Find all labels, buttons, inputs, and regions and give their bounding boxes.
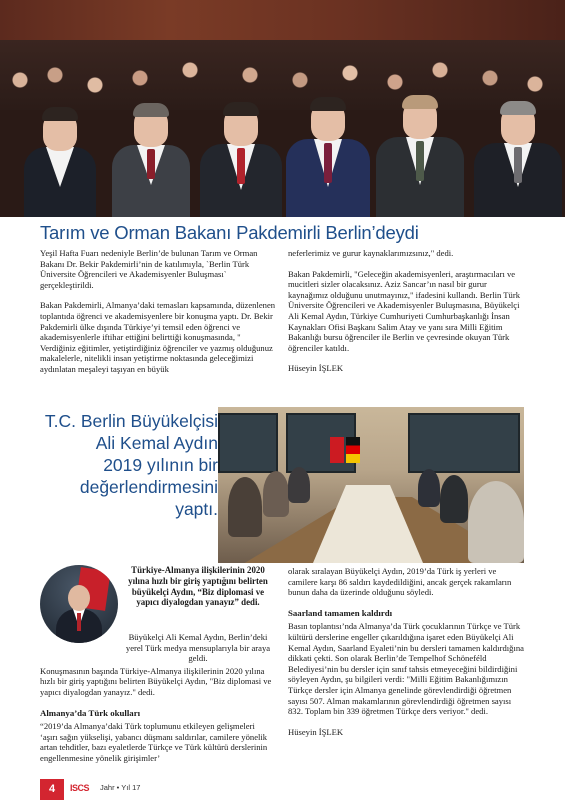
photo-table-cloth [313,485,423,563]
meeting-photo [218,407,524,563]
article1-author: Hüseyin İŞLEK [288,363,344,374]
photo-person [468,481,524,563]
top-photo-event-audience [0,0,565,217]
article2-headline-line: T.C. Berlin Büyükelçisi [44,411,218,431]
page-number: 4 [40,779,64,800]
article1-paragraph: Bakan Pakdemirli, "Geleceğin akademisyenleri, araştırmacıları ve mucitleri sizler olacaksınız. Aziz Sancar’ın nasıl bir gurur kaynağımız olduğunu unutmayınız," ifadesini kullandı. Berlin Türk Üniversite Öğrencileri ve Akademisyenler Buluşmasına, Büyükelçi Ali Kemal Aydın, Türkiye Cumhuriyeti Cumhurbaşkanlığı İnsan Kaynakları Ofisi Başkanı Salim Atay ve yanı sıra Milli Eğitim Bakanlığı bursu öğrenciler ile Berlin ve çevresinde okuyan Türk öğrenciler katıldı. [288,268,520,353]
photo-person [470,67,565,217]
article2-column-1 [40,632,274,774]
german-flag-icon [346,437,360,463]
photo-person [418,469,440,507]
article2-headline [40,410,218,520]
article2-column-2 [288,566,524,747]
article1-column-1 [40,248,278,385]
portrait-head [68,585,90,611]
photo-window [218,413,278,473]
article2-intro: Büyükelçi Ali Kemal Aydın, Berlin’deki yerel Türk medya mensuplarıyla bir araya geldi. [125,632,271,664]
article2-headline-line: değerlendirmesini [79,477,218,497]
article2-lead: Türkiye-Almanya ilişkilerinin 2020 yılına hızlı bir giriş yaptığını belirten büyükelçi Aydın, “Biz diplomasi ve yapıcı diyalogdan yanayız” dedi. [128,565,268,608]
portrait-tie [77,613,81,631]
photo-person [108,67,194,217]
photo-window [408,413,520,473]
photo-person [263,471,289,517]
article1-paragraph: Yeşil Hafta Fuarı nedeniyle Berlin’de bulunan Tarım ve Orman Bakanı Dr. Bekir Pakdemirli’nin de katılımıyla, `Berlin Türk Üniversite Öğrencileri ve Akademisyenler Buluşması` gerçekleştirildi. [40,248,258,290]
article2-subheading: Almanya’da Türk okulları [40,707,141,718]
article1-paragraph: Bakan Pakdemirli, Almanya’daki temasları kapsamında, düzenlenen toplantıda öğrenci ve akademisyenlere bir konuşma yaptı. Dr. Bekir Pakdemirli ülke dışında Türkiye’yi temsil eden öğrenci ve akademisyenlerle iftihar ettiğini belirttiği konuşmasında, " Verdiğiniz eğitimler, yetiştirdiğiniz öğrenciler ve yazmış olduğunuz makalelerle, nitelikli insan yetiştirme noktasında geleceğimizi aydınlatan meşaleyi taşıyan en büyük [40,300,276,374]
photo-person [282,55,374,217]
photo-person [288,467,310,503]
article2-headline-line: yaptı. [175,499,218,519]
article2-paragraph: Basın toplantısı’nda Almanya’da Türk çocuklarının Türkçe ve Türk kültürü derslerine engeller çıkarıldığına işaret eden Büyükelçi Ali Kemal Aydın, Saarland Eyaleti’nin bu dersleri tamamen kaldırdığına dikkati çekti. Son olarak Berlin’de Tempelhof Schöneféld Belediyesi’nin bu dersler için sınıf tahsis etmeyeceğini bildirdiğini söyleyen Aydın, şu bilgileri verdi: "Milli Eğitim Bakanlığımızın Türkçe dersler için Almanya genelinde görevlendirdiği öğretmen sayısı 507. Alman makamlarının görevlendirdiği öğretmen sayısı 832. Toplam bin 339 öğretmen Türkçe ders veriyor." dedi. [288,621,524,717]
article1-headline: Tarım ve Orman Bakanı Pakdemirli Berlin’deydi [40,222,419,243]
article2-subheading: Saarland tamamen kaldırdı [288,607,393,618]
article2-author: Hüseyin İŞLEK [288,726,344,737]
article1-column-2 [288,248,528,384]
iscs-logo: ISCS [70,783,90,793]
article2-headline-line: 2019 yılının bir [103,455,218,475]
article2-paragraph: “2019’da Almanya’daki Türk toplumunu etkileyen gelişmeleri ‘aşırı sağın yükselişi, yabancı düşmanı saldırılar, camilere yönelik artan tehditler, bazı eyaletlerde Türkçe ve Türk kültürü derslerinin engellenmesine yönelik girişimler’ [40,721,268,763]
issue-label: Jahr • Yıl 17 [100,783,141,792]
turkish-flag-icon [330,437,344,463]
photo-person [372,57,468,217]
article1-paragraph: neferlerimiz ve gurur kaynaklarımızsınız," dedi. [288,248,454,258]
article2-paragraph: olarak sıralayan Büyükelçi Aydın, 2019’da Türk iş yerleri ve camilere karşı 86 saldırı kaydedildiğini, ancak gerçek rakamların bunun daha da üzerinde olduğunu söyledi. [288,566,512,598]
article2-paragraph: Konuşmasının başında Türkiye-Almanya ilişkilerinin 2020 yılına hızlı bir giriş yaptığını belirten Büyükelçi Aydın, "Biz diplomasi ve yapıcı diyalogdan yanayız." dedi. [40,665,272,697]
photo-person [440,475,468,523]
photo-person [196,62,286,217]
photo-person [20,67,100,217]
article2-headline-line: Ali Kemal Aydın [95,433,218,453]
photo-person [228,477,262,537]
